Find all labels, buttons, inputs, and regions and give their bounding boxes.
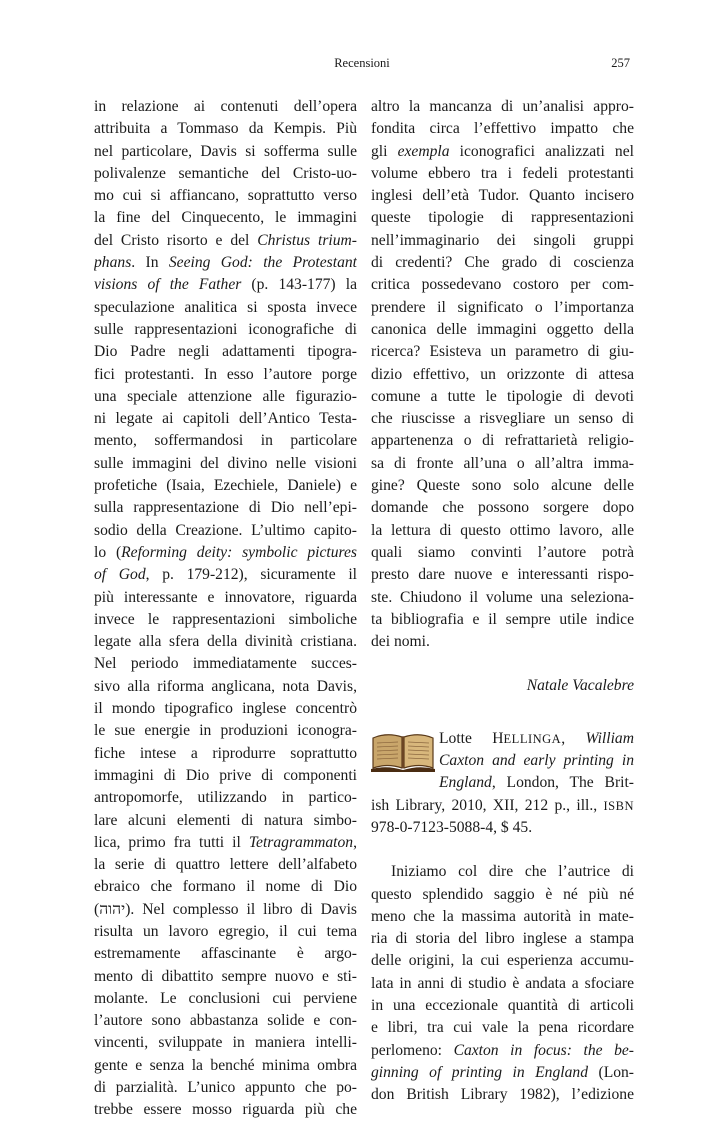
text-line: molante. Le conclusioni cui perviene [94, 989, 357, 1007]
text-line: fici protestanti. In esso l’autore porge [94, 365, 357, 383]
text-line: le sue energie in produzioni iconogra- [94, 722, 357, 740]
text-line: mento di dibattito sempre nuovo e sti- [94, 967, 357, 985]
text-line: delle origini, la cui esperienza accumu- [371, 952, 634, 970]
left-column [94, 96, 357, 1122]
text-line: queste tipologie di rappresentazioni [371, 209, 634, 227]
text-line: antropomorfe, utilizzando in partico- [94, 789, 357, 807]
text-line: prendere il significato o l’importanza [371, 298, 634, 316]
text-line: lica, primo fra tutti il Tetragrammaton, [94, 833, 357, 851]
text-line: nell’immaginario dei singoli gruppi [371, 231, 634, 249]
text-line: speculazione analitica si sposta invece [94, 298, 357, 316]
text-line: visions of the Father (p. 143-177) la [94, 276, 357, 294]
text-line: England, London, The Brit- [439, 774, 634, 792]
text-line: inglesi dell’età Tudor. Quanto incisero [371, 187, 634, 205]
text-line: la serie di quattro lettere dell’alfabeto [94, 856, 357, 874]
text-line: volume ebbero tra i fedeli protestanti [371, 164, 634, 182]
text-line: risulta un lavoro egregio, il cui tema [94, 922, 357, 940]
text-line: Lotte HELLINGA, William [439, 729, 634, 747]
text-line: ste. Chiudono il volume una seleziona- [371, 588, 634, 606]
text-line: lo (Reforming deity: symbolic pictures [94, 543, 357, 561]
text-line: ria di storia del libro inglese a stampa [371, 930, 634, 948]
text-line: of God, p. 179-212), sicuramente il [94, 566, 357, 584]
text-line: dizio effettivo, un orizzonte di attesa [371, 365, 634, 383]
text-line: immagini di Dio prive di componenti [94, 766, 357, 784]
text-line: 978-0-7123-5088-4, $ 45. [371, 818, 533, 836]
text-line: perlomeno: Caxton in focus: the be- [371, 1041, 634, 1059]
reviewer-signature: Natale Vacalebre [526, 677, 634, 695]
text-line: gente e senza la benché minima ombra [94, 1056, 357, 1074]
text-line: la lettura di questo ottimo lavoro, alle [371, 521, 634, 539]
text-line: dei nomi. [371, 633, 430, 651]
text-line: Caxton and early printing in [439, 752, 634, 770]
text-line: (יהוה). Nel complesso il libro di Davis [94, 900, 357, 918]
text-line: critica possedevano costoro per com- [371, 276, 634, 294]
text-line: del Cristo risorto e del Christus trium- [94, 231, 357, 249]
running-header [94, 56, 630, 76]
text-line: fiche intese a riprodurre soprattutto [94, 744, 357, 762]
text-line: Iniziamo col dire che l’autrice di [391, 863, 634, 881]
text-line: gli exempla iconografici analizzati nel [371, 142, 634, 160]
text-line: legate alla sfera della divinità cristiana. [94, 633, 357, 651]
review-conclusion [371, 96, 634, 653]
text-line: domande che possono sorgere dopo [371, 499, 634, 517]
text-line: questo splendido saggio è né più né [371, 885, 634, 903]
text-line: ebraico che formano il nome di Dio [94, 878, 357, 896]
text-line: Dio Padre negli adattamenti tipogra- [94, 343, 357, 361]
text-line: don British Library 1982), l’edizione [371, 1086, 634, 1104]
book-entry [371, 728, 634, 839]
text-line: che riuscisse a risvegliare un senso di [371, 410, 634, 428]
text-line: profetiche (Isaia, Ezechiele, Daniele) e [94, 477, 357, 495]
text-line: sa di fronte all’una o all’altra imma- [371, 454, 634, 472]
text-line: di parzialità. L’unico appunto che po- [94, 1079, 357, 1097]
text-line: estremamente affascinante è argo- [94, 945, 357, 963]
new-review-text [371, 861, 634, 1106]
text-line: quali siamo convinti l’autore potrà [371, 543, 634, 561]
text-line: mo cui si affiancano, soprattutto verso [94, 187, 357, 205]
text-line: ricerca? Esisteva un parametro di giu- [371, 343, 634, 361]
text-line: sivo alla riforma anglicana, nota Davis, [94, 677, 357, 695]
text-line: sulle rappresentazioni iconografiche di [94, 320, 357, 338]
text-line: lata in anni di studio è andata a sfociare [371, 974, 634, 992]
text-line: di credenti? Che grado di coscienza [371, 254, 634, 272]
text-line: canonica delle immagini oggetto della [371, 320, 634, 338]
text-line: polivalenze semantiche del Cristo-uo- [94, 164, 357, 182]
text-line: e libri, tra cui vale la pena ricordare [371, 1019, 634, 1037]
text-line: invece le rappresentazioni simboliche [94, 610, 357, 628]
text-line: in una eccezionale quantità di articoli [371, 996, 634, 1014]
text-line: fondita circa l’effettivo impatto che [371, 120, 634, 138]
text-line: sodio della Creazione. L’ultimo capito- [94, 521, 357, 539]
text-line: ish Library, 2010, XII, 212 p., ill., ISBN [371, 796, 634, 814]
text-line: meno che la massima autorità in mate- [371, 907, 634, 925]
text-line: ni legate ai capitoli dell’Antico Testa- [94, 410, 357, 428]
text-line: sulla rappresentazione di Dio nell’epi- [94, 499, 357, 517]
open-book-icon [371, 730, 435, 772]
text-line: attribuita a Tommaso da Kempis. Più [94, 120, 357, 138]
text-line: presto dare nuove e interessanti rispo- [371, 566, 634, 584]
text-line: ta bibliografia e il sempre utile indice [371, 610, 634, 628]
right-column [371, 96, 634, 1106]
text-line: ginning of printing in England (Lon- [371, 1063, 634, 1081]
entry-full-lines [371, 795, 634, 840]
text-line: la fine del Cinquecento, le immagini [94, 209, 357, 227]
page-number: 257 [611, 56, 630, 70]
text-line: mento, soffermandosi in particolare [94, 432, 357, 450]
text-line: gine? Queste sono solo alcune delle [371, 477, 634, 495]
text-line: il mondo tipografico inglese concentrò [94, 700, 357, 718]
text-line: Nel periodo immediatamente succes- [94, 655, 357, 673]
running-title: Recensioni [334, 56, 390, 70]
text-line: altro la mancanza di un’analisi appro- [371, 98, 634, 115]
text-line: phans. In Seeing God: the Protestant [94, 254, 357, 272]
text-line: lare alcuni elementi di natura simbo- [94, 811, 357, 829]
text-line: una speciale attenzione alle figurazio- [94, 387, 357, 405]
text-line: l’autore sono abbastanza solide e con- [94, 1012, 357, 1030]
text-line: nel particolare, Davis si sofferma sulle [94, 142, 357, 160]
text-line: in relazione ai contenuti dell’opera [94, 98, 357, 115]
text-line: trebbe essere mosso riguarda più che [94, 1101, 357, 1119]
text-line: più interessante e innovatore, riguarda [94, 588, 357, 606]
text-line: sulle immagini del divino nelle visioni [94, 454, 357, 472]
text-line: vincenti, sviluppate in maniera intelli- [94, 1034, 357, 1052]
text-line: appartenenza o di refrattarietà religio- [371, 432, 634, 450]
text-line: comune a tutte le tipologie di devoti [371, 387, 634, 405]
